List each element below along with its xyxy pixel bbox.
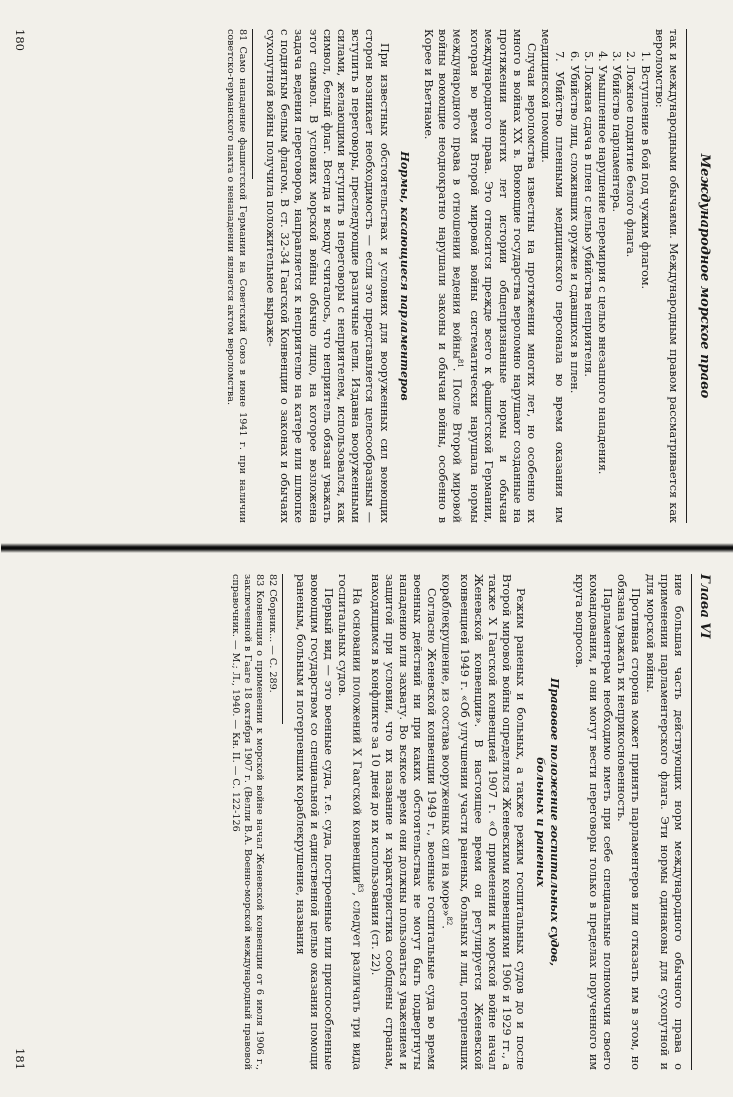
- intro-paragraph: Противная сторона может принять парламентеров или отказать им в этом, но обязана уважать их неприкосновенность.: [615, 574, 643, 1070]
- intro-paragraph: ние большая часть действующих норм международного обычного права о применении парламентерского флага. Эти нормы одинаковы для сухопутной и для морской войны.: [643, 574, 685, 1070]
- paragraph-tail: , следует различать три вида госпитальных судов.: [336, 574, 364, 1070]
- list-item: 5. Ложная сдача в плен с целью убийства неприятеля.: [581, 51, 595, 377]
- footnote-81: 81 Само нападение фашистской Германии на Советский Союз в июне 1941 г. при наличии советско-германского пакта о ненападении является актом вероломства.: [224, 29, 248, 523]
- right-page: [1, 548, 733, 1096]
- hospital-paragraph: Режим раненых и больных, а также режим госпитальных судов до и после Второй мировой войны определялся Женевскими конвенциями 1906 и 1929 гг., а также X Гаагской конвенцией 1907 г. «О применении к морской войне начал Женевской конвенции». В настоящее время он регулируется Женевской конвенцией 1949 г. «Об улучшении участи раненых, больных и лиц, потерпевших кораблекрушение, из состава вооруженных сил на море»$^{82}$.: [439, 574, 528, 1070]
- hospital-paragraph: Первый вид — это военные суда, т.е. суда, построенные или приспособленные воюющим государством со специальной и единственной целью оказания помощи раненым, больным и потерпевшим кораблекрушение, названия: [293, 574, 336, 1070]
- list-item: 3. Убийство парламентера.: [610, 51, 624, 213]
- left-page: [1, 0, 733, 547]
- hospital-paragraph: [335, 574, 367, 1070]
- perfidy-paragraph: [421, 29, 538, 523]
- footnote-ref-83: 83: [356, 883, 365, 893]
- paragraph-text: На основании положений X Гаагской конвенции: [350, 588, 364, 884]
- page-number-left: 180: [13, 29, 27, 51]
- book-spread: [1, 0, 733, 1096]
- list-item: 2. Ложное поднятие белого флага.: [624, 51, 638, 258]
- page-number-right: 181: [13, 1048, 27, 1070]
- paragraph-tail: . После Второй мировой войны воюющие неоднократно нарушали законы и обычаи войны, особенно в Корее и Вьетнаме.: [421, 29, 464, 523]
- perfidy-list: [538, 29, 652, 523]
- paragraph-text: Случаи вероломства известны на протяжении многих лет, но особенно их много в войнах XX в. Воюющие государства вероломно нарушают созданные на протяжении многих лет истории общепризнанные нормы и обычаи международного права. Это относится прежде всего к фашистской Германии, которая во время Второй мировой войны систематически нарушала нормы международного права в отношении ведения войны: [450, 29, 538, 523]
- title-line-1: Правовое положение госпитальных судов,: [548, 677, 563, 967]
- paragraph-text: Режим раненых и больных, а также режим госпитальных судов до и после Второй мировой войны определялся Женевскими конвенциями 1906 и 1929 гг., а также X Гаагской конвенцией 1907 г. «О применении к морской войне начал Женевской конвенции». В настоящее время он регулируется Женевской конвенцией 1949 г. «Об улучшении участи раненых, больных и лиц, потерпевших кораблекрушение, из состава вооруженных сил на море»: [439, 574, 528, 1070]
- section-title-parlementaires: Нормы, касающиеся парламентеров: [397, 151, 412, 401]
- header-rule: [686, 29, 687, 523]
- footnote-rule: [252, 29, 253, 179]
- footnote-ref-81: 81: [455, 358, 464, 368]
- list-item: 6. Убийство лиц, сложивших оружие и сдавшихся в плен.: [567, 51, 581, 394]
- right-running-head: Глава VI: [691, 574, 712, 1070]
- left-lead-text: так и международными обычаями. Международным правом рассматривается как вероломство:: [652, 29, 680, 523]
- hospital-paragraph: Согласно Женевской конвенции 1949 г., военные госпитальные суда во время военных действий ни при каких обстоятельствах не могут быть подвергнуты нападению или захвату. Во всякое время они должны пользоваться уважением и защитой при условии, что их название и характеристика сообщены странам, находящимся в конфликте за 10 дней до их использования (ст. 22).: [368, 574, 439, 1070]
- footnote-rule: [282, 574, 283, 724]
- title-line-2: больных и раненых: [534, 757, 549, 887]
- footnote-ref-82: 82: [445, 916, 454, 926]
- footnote-83: 83 Конвенция о применении к морской войне начал Женевской конвенции от 6 июля 1906 г., заключенной в Гааге 18 октября 1907 г. (Велли В.А. Военно-морской международный правовой справочник. — М.; Л., 1940. — Кн. II. — С. 122-126: [229, 574, 265, 1070]
- list-item: 1. Вступление в бой под чужим флагом.: [638, 51, 652, 290]
- list-item: 4. Умышленное нарушение перемирия с целью внезапного нападения.: [595, 51, 609, 475]
- parlementaires-paragraph: При известных обстоятельствах и условиях для вооруженных сил воюющих сторон возникает необходимость — если это представляется целесообразным — вступить в переговоры, преследующие различные цели. Издавна вооруженными силами, желающими вступить в переговоры с неприятелем, использовался, как символ, белый флаг. Всегда и всюду считалось, что неприятель обязан уважать этот символ. В условиях морской войны обычно лицо, на которое возложена задача ведения переговоров, направляется к неприятелю на катере или шлюпке с поднятым белым флагом. В ст. 32-34 Гаагской Конвенции о законах и обычаях сухопутной войны получила положительное выраже-: [263, 29, 391, 523]
- intro-paragraph: Парламентерам необходимо иметь при себе специальные полномочия своего командования, и они могут вести переговоры только в пределах порученного им круга вопросов.: [572, 574, 614, 1070]
- left-running-head: Международное морское право: [697, 153, 712, 399]
- section-title-hospital-ships: [534, 574, 562, 1070]
- list-item: 7. Убийство пленными медицинского персонала во время оказания им медицинской помощи.: [539, 29, 567, 523]
- footnote-82: 82 Сборник... — С. 289.: [266, 574, 278, 693]
